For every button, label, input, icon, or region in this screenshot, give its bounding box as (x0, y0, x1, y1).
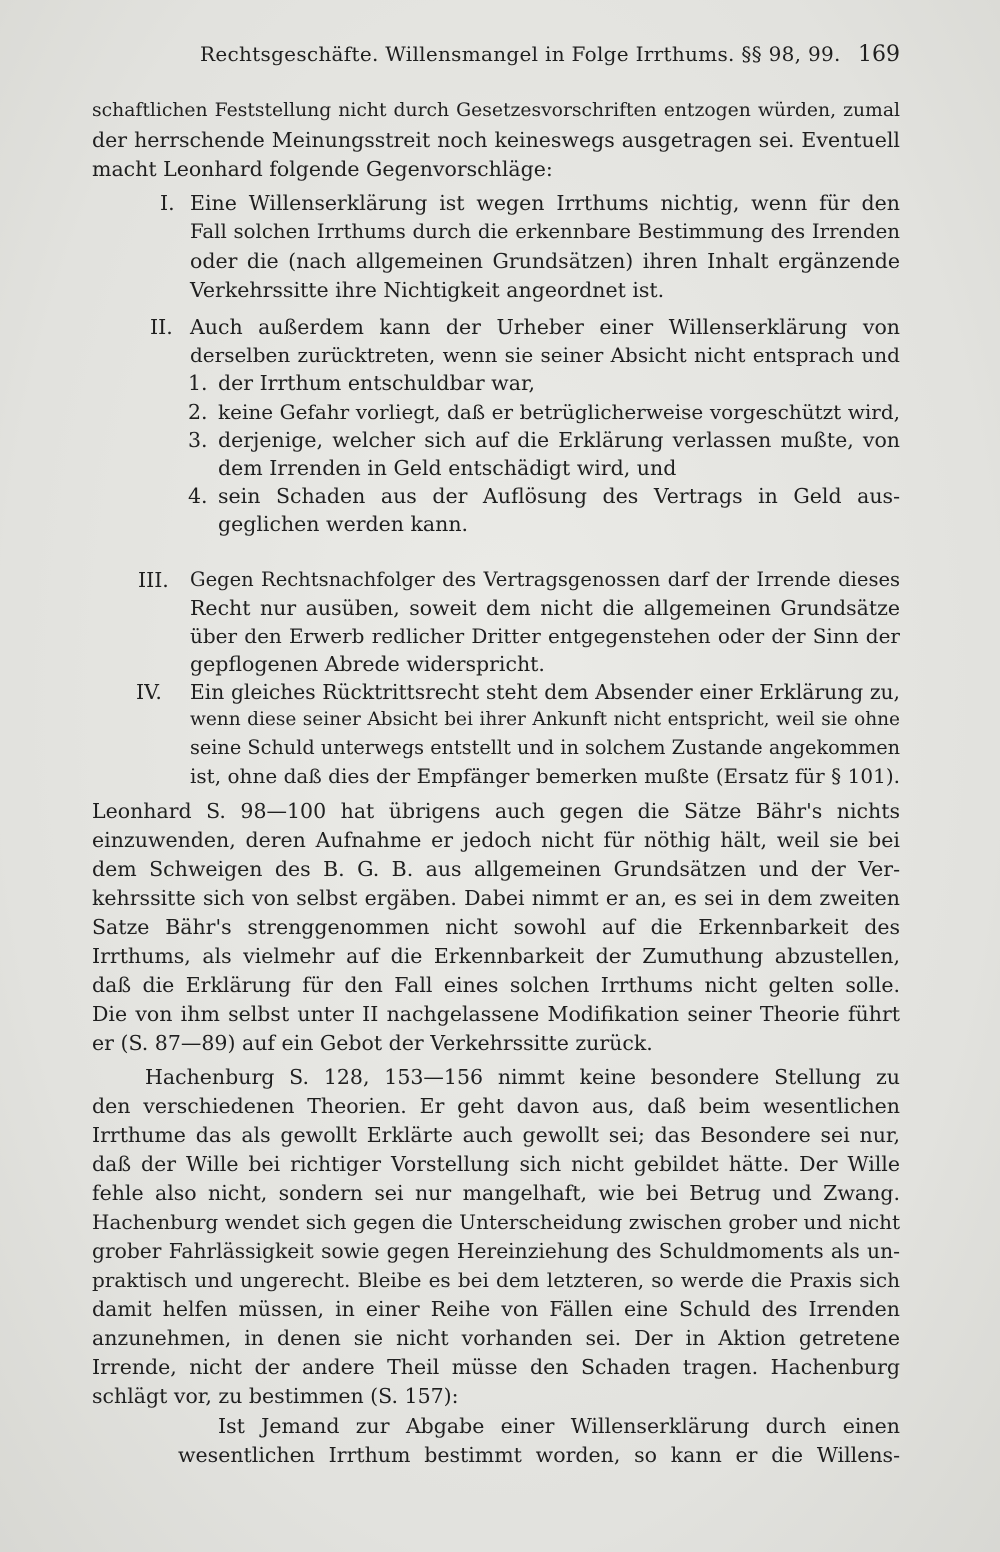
text-line: dem Schweigen des B. G. B. aus allgemeinen Grundsätzen und der Ver- (92, 857, 900, 881)
item-marker: 1. (188, 371, 208, 395)
text-line: sein Schaden aus der Auflösung des Vertrags in Geld aus- (218, 484, 900, 508)
text-line: Recht nur ausüben, soweit dem nicht die allgemeinen Grundsätze (190, 596, 900, 620)
text-line: anzunehmen, in denen sie nicht vorhanden sei. Der in Aktion getretene (92, 1326, 900, 1350)
text-line: Eine Willenserklärung ist wegen Irrthums nichtig, wenn für den (190, 191, 900, 215)
text-line: daß der Wille bei richtiger Vorstellung sich nicht gebildet hätte. Der Wille (92, 1152, 900, 1176)
item-marker: 4. (188, 484, 208, 508)
text-line: damit helfen müssen, in einer Reihe von Fällen eine Schuld des Irrenden (92, 1297, 900, 1321)
text-line: Hachenburg S. 128, 153—156 nimmt keine besondere Stellung zu (145, 1065, 900, 1089)
text-line: dem Irrenden in Geld entschädigt wird, und (218, 456, 677, 480)
text-line: den verschiedenen Theorien. Er geht davon aus, daß beim wesentlichen (92, 1094, 900, 1118)
text-line: kehrssitte sich von selbst ergäben. Dabei nimmt er an, es sei in dem zweiten (92, 886, 900, 910)
text-line: Leonhard S. 98—100 hat übrigens auch gegen die Sätze Bähr's nichts (92, 799, 900, 823)
text-line: oder die (nach allgemeinen Grundsätzen) ihren Inhalt ergänzende (190, 249, 900, 273)
item-marker: II. (150, 315, 173, 339)
text-line: Gegen Rechtsnachfolger des Vertragsgenossen darf der Irrende dieses (190, 568, 900, 591)
text-line: Irrthums, als vielmehr auf die Erkennbarkeit der Zumuthung abzustellen, (92, 944, 900, 968)
text-line: Hachenburg wendet sich gegen die Unterscheidung zwischen grober und nicht (92, 1210, 900, 1234)
text-line: Die von ihm selbst unter II nachgelassene Modifikation seiner Theorie führt (92, 1002, 900, 1026)
text-line: Irrende, nicht der andere Theil müsse den Schaden tragen. Hachenburg (92, 1355, 900, 1379)
running-head: Rechtsgeschäfte. Willensmangel in Folge Irrthums. §§ 98, 99. (200, 42, 841, 66)
text-line: Irrthume das als gewollt Erklärte auch gewollt sei; das Besondere sei nur, (92, 1123, 900, 1147)
text-line: seine Schuld unterwegs entstellt und in solchem Zustande angekommen (190, 736, 900, 759)
text-line: geglichen werden kann. (218, 512, 469, 536)
text-line: der herrschende Meinungsstreit noch keineswegs ausgetragen sei. Eventuell (92, 128, 900, 152)
text-line: Satze Bähr's strenggenommen nicht sowohl auf die Erkennbarkeit des (92, 915, 900, 939)
item-marker: III. (138, 568, 169, 592)
text-line: der Irrthum entschuldbar war, (218, 371, 536, 395)
text-line: schaftlichen Feststellung nicht durch Gesetzesvorschriften entzogen würden, zumal (92, 100, 900, 121)
item-marker: IV. (136, 680, 162, 704)
text-line: Verkehrssitte ihre Nichtigkeit angeordnet ist. (190, 278, 665, 302)
text-line: derjenige, welcher sich auf die Erklärung verlassen mußte, von (218, 428, 900, 452)
item-marker: 3. (188, 428, 208, 452)
text-line: praktisch und ungerecht. Bleibe es bei dem letzteren, so werde die Praxis sich (92, 1268, 900, 1292)
text-line: Ein gleiches Rücktrittsrecht steht dem Absender einer Erklärung zu, (190, 680, 900, 704)
text-line: gepflogenen Abrede widerspricht. (190, 652, 545, 676)
text-line: Ist Jemand zur Abgabe einer Willenserklärung durch einen (218, 1414, 900, 1438)
page-header (200, 38, 900, 72)
text-line: wenn diese seiner Absicht bei ihrer Ankunft nicht entspricht, weil sie ohne (190, 709, 900, 730)
text-line: über den Erwerb redlicher Dritter entgegenstehen oder der Sinn der (190, 624, 900, 648)
text-line: daß die Erklärung für den Fall eines solchen Irrthums nicht gelten solle. (92, 973, 900, 997)
text-line: Auch außerdem kann der Urheber einer Willenserklärung von (190, 315, 900, 339)
text-line: keine Gefahr vorliegt, daß er betrüglicherweise vorgeschützt wird, (218, 400, 900, 424)
text-line: grober Fahrlässigkeit sowie gegen Hereinziehung des Schuldmoments als un- (92, 1239, 900, 1263)
text-line: schlägt vor, zu bestimmen (S. 157): (92, 1384, 459, 1408)
text-line: einzuwenden, deren Aufnahme er jedoch nicht für nöthig hält, weil sie bei (92, 828, 900, 852)
text-line: Fall solchen Irrthums durch die erkennbare Bestimmung des Irrenden (190, 220, 900, 243)
text-line: wesentlichen Irrthum bestimmt worden, so kann er die Willens- (178, 1443, 900, 1467)
page-number: 169 (858, 42, 900, 67)
text-line: fehle also nicht, sondern sei nur mangelhaft, wie bei Betrug und Zwang. (92, 1181, 900, 1205)
text-line: er (S. 87—89) auf ein Gebot der Verkehrssitte zurück. (92, 1031, 653, 1055)
text-line: macht Leonhard folgende Gegenvorschläge: (92, 157, 553, 181)
text-line: ist, ohne daß dies der Empfänger bemerken mußte (Ersatz für § 101). (190, 764, 900, 788)
item-marker: I. (160, 191, 175, 215)
item-marker: 2. (188, 400, 208, 424)
text-line: derselben zurücktreten, wenn sie seiner Absicht nicht entsprach und (190, 343, 900, 367)
